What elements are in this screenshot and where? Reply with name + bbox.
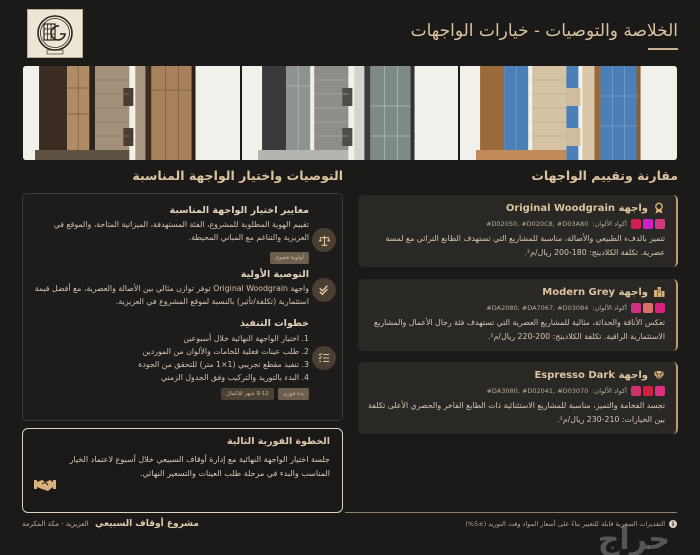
card-description: تعكس الأناقة والحداثة، مثالية للمشاريع العصرية التي تستهدف فئة رجال الأعمال والمشاريع الاستثمارية الراقية. تكلفة الكلادينج: 200-220 ريال/م². bbox=[374, 318, 665, 341]
colors-codes: #DA3080, #D02041, #D03070 bbox=[486, 387, 589, 395]
criteria-block bbox=[29, 205, 309, 264]
color-swatch bbox=[631, 303, 641, 313]
duration-badge: 9-12 شهر للإكمال bbox=[221, 388, 274, 400]
recommendations-section-title: التوصيات واختيار الواجهة المناسبة bbox=[132, 168, 343, 183]
facade-image-woodgrain bbox=[460, 66, 677, 160]
step-item: 2. طلب عينات فعلية للخامات والألوان من الموردين bbox=[142, 347, 309, 356]
handshake-icon bbox=[34, 477, 56, 493]
facade-card-woodgrain bbox=[358, 195, 678, 267]
color-swatches bbox=[631, 303, 665, 313]
colors-label: أكواد الألوان: bbox=[592, 220, 627, 228]
colors-codes: #DA2080, #DA7067, #D03084 bbox=[486, 304, 589, 312]
gem-icon bbox=[653, 369, 665, 381]
criteria-text: تقييم الهوية المطلوبة للمشروع، الفئة المستهدفة، الميزانية المتاحة، والموقع في العزيزية والتناغم مع المباني المحيطة. bbox=[53, 220, 309, 242]
next-step-title: الخطوة الفورية التالية bbox=[227, 436, 330, 447]
info-icon: i bbox=[669, 520, 677, 528]
project-location: العزيزية - مكة المكرمة bbox=[22, 520, 89, 528]
next-step-box bbox=[22, 428, 343, 513]
colors-codes: #D02050, #D020C8, #D03A80 bbox=[485, 220, 589, 228]
recommendation-title: التوصية الأولية bbox=[240, 269, 309, 280]
award-icon bbox=[653, 202, 665, 214]
page-title: الخلاصة والتوصيات - خيارات الواجهات bbox=[410, 21, 678, 41]
color-swatch bbox=[631, 386, 641, 396]
project-name: مشروع أوقاف السبيعي bbox=[95, 519, 199, 529]
criteria-title: معايير اختيار الواجهة المناسبة bbox=[169, 205, 309, 216]
color-swatches bbox=[631, 219, 665, 229]
pricing-note: التقديرات السعرية قابلة للتغيير بناءً على أسعار المواد وقت التوريد (±5%) bbox=[465, 520, 665, 528]
facade-card-modern-grey bbox=[358, 279, 678, 351]
color-swatch bbox=[643, 303, 653, 313]
recommendation-block bbox=[29, 269, 309, 308]
step-item: 1. اختيار الواجهة النهائية خلال أسبوعين bbox=[183, 334, 309, 343]
facade-banner bbox=[23, 66, 677, 160]
start-badge: بدء فوري bbox=[278, 388, 309, 400]
step-item: 4. البدء بالتوريد والتركيب وفق الجدول الزمني bbox=[161, 373, 309, 382]
steps-block bbox=[29, 318, 309, 400]
watermark: حراج bbox=[597, 522, 670, 555]
title-underline bbox=[648, 48, 678, 50]
color-swatches bbox=[631, 386, 665, 396]
colors-label: أكواد الألوان: bbox=[592, 387, 627, 395]
logo-emblem-icon bbox=[33, 12, 77, 56]
checklist-icon bbox=[312, 346, 336, 370]
card-title: واجهة Espresso Dark bbox=[534, 369, 648, 381]
footer-project bbox=[22, 519, 199, 529]
scale-icon bbox=[312, 228, 336, 252]
color-swatch bbox=[643, 219, 653, 229]
next-step-text: جلسة اختيار الواجهة النهائية مع إدارة أوقاف السبيعي خلال أسبوع لاعتماد الخيار المناسب والبدء في مرحلة طلب العينات والتسعير النهائي. bbox=[69, 455, 330, 478]
color-swatch bbox=[631, 219, 641, 229]
card-title: واجهة Original Woodgrain bbox=[505, 202, 648, 214]
color-swatch bbox=[655, 219, 665, 229]
footer-divider bbox=[345, 512, 677, 513]
card-description: تتميز بالدفء الطبيعي والأصالة، مناسبة للمشاريع التي تستهدف الطابع التراثي مع لمسة عصرية. تكلفة الكلادينج: 180-200 ريال/م². bbox=[385, 234, 665, 257]
facade-image-espresso-dark bbox=[23, 66, 240, 160]
steps-list bbox=[29, 332, 309, 384]
facade-image-modern-grey bbox=[242, 66, 459, 160]
color-swatch bbox=[655, 386, 665, 396]
color-swatch bbox=[655, 303, 665, 313]
color-swatch bbox=[643, 386, 653, 396]
steps-title: خطوات التنفيذ bbox=[240, 318, 309, 329]
colors-label: أكواد الألوان: bbox=[592, 304, 627, 312]
card-description: تجسد الفخامة والتميز، مناسبة للمشاريع الاستثنائية ذات الطابع الفاخر والحصري الأعلى تكلفة بين الخيارات: 210-230 ريال/م². bbox=[368, 401, 665, 424]
card-title: واجهة Modern Grey bbox=[542, 286, 648, 298]
recommendation-text: واجهة Original Woodgrain توفر توازن مثالي بين الأصالة والعصرية، مع أفضل قيمة استثمارية (تكلفة/تأثير) بالنسبة لموقع المشروع في العزيزية. bbox=[34, 284, 309, 306]
recommendations-panel bbox=[22, 193, 343, 421]
double-check-icon bbox=[312, 278, 336, 302]
facade-card-espresso-dark bbox=[358, 362, 678, 434]
priority-badge: أولوية قصوى bbox=[270, 252, 309, 264]
city-icon bbox=[653, 286, 665, 298]
company-logo bbox=[27, 9, 83, 58]
comparison-section-title: مقارنة وتقييم الواجهات bbox=[531, 168, 678, 183]
step-item: 3. تنفيذ مقطع تجريبي (1×1 متر) للتحقق من الجودة bbox=[138, 360, 309, 369]
